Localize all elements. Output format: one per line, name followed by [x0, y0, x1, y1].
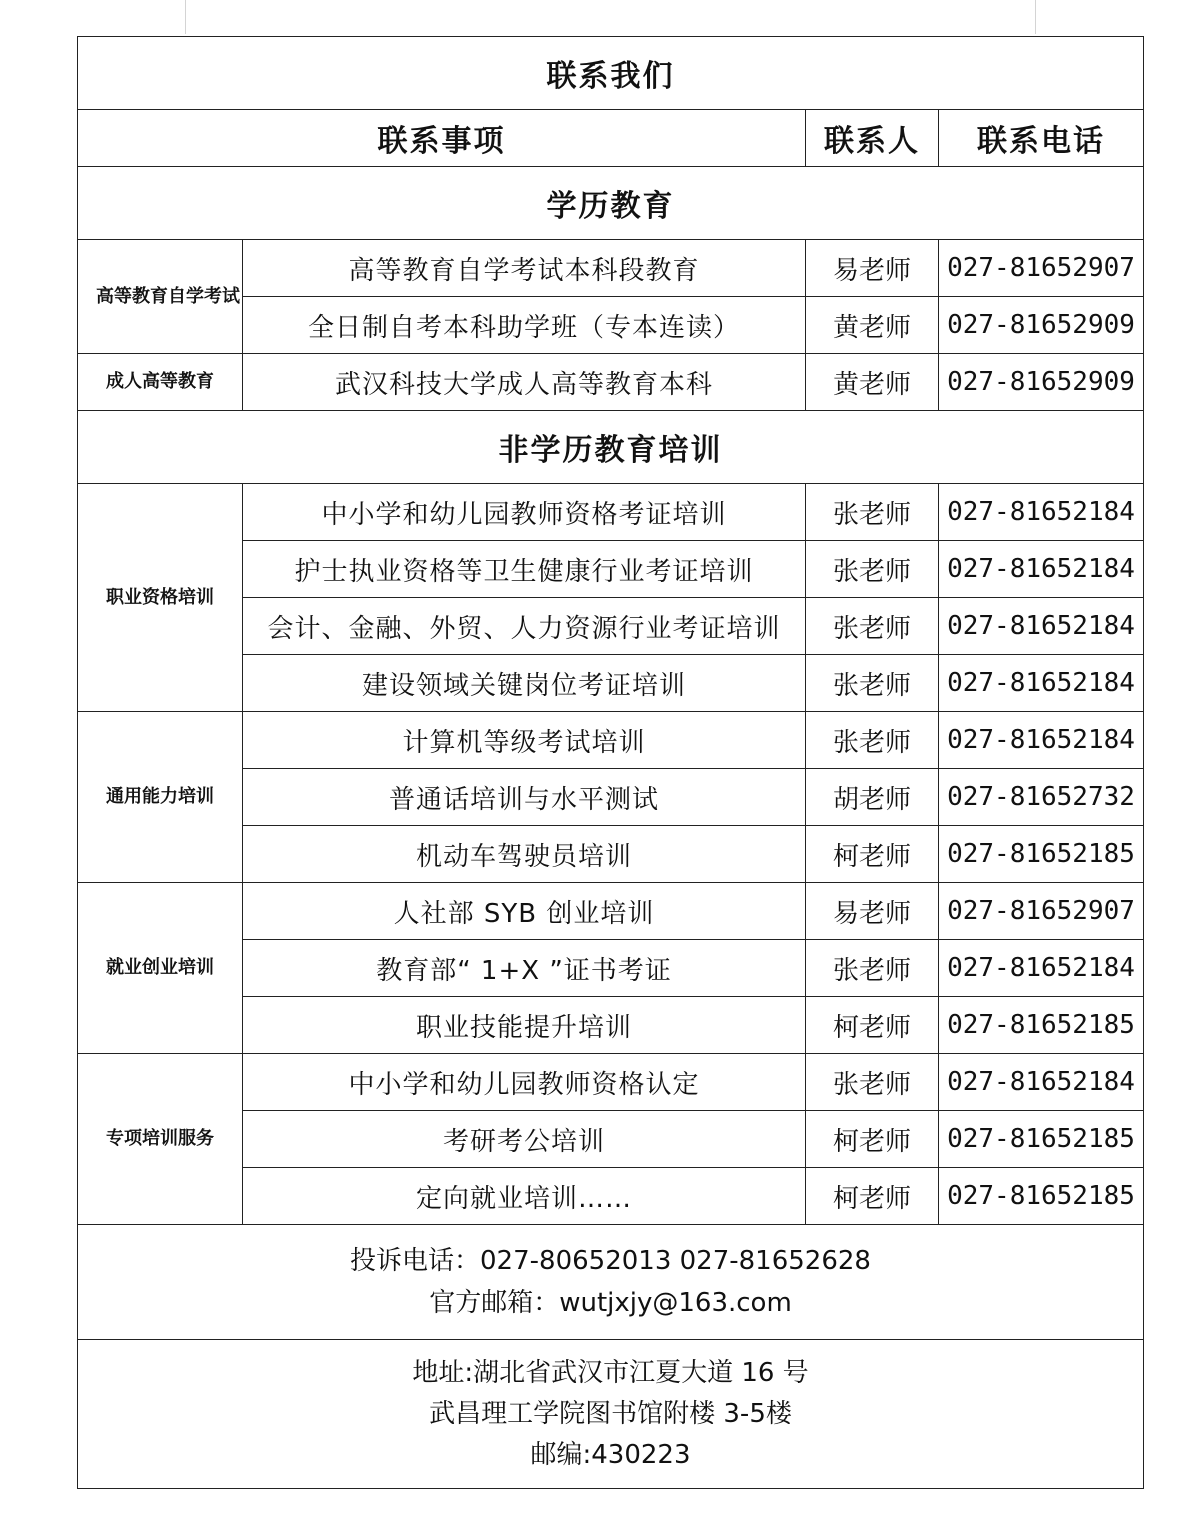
item-cell: 建设领域关键岗位考证培训 — [243, 655, 806, 712]
official-email: 官方邮箱：wutjxjy@163.com — [429, 1288, 792, 1318]
phone-cell: 027-81652907 — [939, 240, 1144, 297]
item-cell: 中小学和幼儿园教师资格考证培训 — [243, 484, 806, 541]
table-row — [78, 712, 1144, 769]
section-row — [78, 411, 1144, 484]
complaint-phone: 投诉电话：027-80652013 027-81652628 — [350, 1246, 871, 1276]
person-cell: 张老师 — [806, 484, 939, 541]
phone-cell: 027-81652185 — [939, 997, 1144, 1054]
phone-cell: 027-81652184 — [939, 712, 1144, 769]
person-cell: 柯老师 — [806, 1111, 939, 1168]
item-cell: 职业技能提升培训 — [243, 997, 806, 1054]
header-item: 联系事项 — [78, 110, 806, 167]
phone-cell: 027-81652184 — [939, 1054, 1144, 1111]
header-person: 联系人 — [806, 110, 939, 167]
title-row — [78, 37, 1144, 110]
person-cell: 张老师 — [806, 541, 939, 598]
category-cell: 职业资格培训 — [78, 484, 243, 712]
address-row — [78, 1340, 1144, 1489]
item-cell: 护士执业资格等卫生健康行业考证培训 — [243, 541, 806, 598]
phone-cell: 027-81652909 — [939, 354, 1144, 411]
postal-code: 邮编:430223 — [530, 1439, 691, 1470]
phone-cell: 027-81652907 — [939, 883, 1144, 940]
category-cell: 成人高等教育 — [78, 354, 243, 411]
table-row — [78, 354, 1144, 411]
item-cell: 会计、金融、外贸、人力资源行业考证培训 — [243, 598, 806, 655]
section-row — [78, 167, 1144, 240]
phone-cell: 027-81652185 — [939, 1111, 1144, 1168]
item-cell: 全日制自考本科助学班（专本连读） — [243, 297, 806, 354]
item-cell: 教育部“ 1+X ”证书考证 — [243, 940, 806, 997]
table-row — [78, 883, 1144, 940]
person-cell: 柯老师 — [806, 826, 939, 883]
address-cell — [78, 1340, 1144, 1489]
phone-cell: 027-81652185 — [939, 1168, 1144, 1225]
complaint-cell — [78, 1225, 1144, 1340]
category-cell: 高等教育自学考试 — [78, 240, 243, 354]
phone-cell: 027-81652184 — [939, 484, 1144, 541]
section-title: 学历教育 — [78, 167, 1144, 240]
phone-cell: 027-81652185 — [939, 826, 1144, 883]
person-cell: 张老师 — [806, 940, 939, 997]
phone-cell: 027-81652909 — [939, 297, 1144, 354]
item-cell: 机动车驾驶员培训 — [243, 826, 806, 883]
address-line-2: 武昌理工学院图书馆附楼 3-5楼 — [429, 1398, 792, 1429]
table-row — [78, 484, 1144, 541]
person-cell: 柯老师 — [806, 997, 939, 1054]
phone-cell: 027-81652184 — [939, 940, 1144, 997]
page-margin-guide-left — [185, 0, 186, 34]
section-title: 非学历教育培训 — [78, 411, 1144, 484]
phone-cell: 027-81652732 — [939, 769, 1144, 826]
person-cell: 黄老师 — [806, 354, 939, 411]
page-margin-guide-right — [1035, 0, 1036, 34]
person-cell: 易老师 — [806, 883, 939, 940]
item-cell: 普通话培训与水平测试 — [243, 769, 806, 826]
phone-cell: 027-81652184 — [939, 541, 1144, 598]
category-cell: 就业创业培训 — [78, 883, 243, 1054]
category-cell: 专项培训服务 — [78, 1054, 243, 1225]
person-cell: 柯老师 — [806, 1168, 939, 1225]
person-cell: 张老师 — [806, 1054, 939, 1111]
person-cell: 张老师 — [806, 712, 939, 769]
person-cell: 张老师 — [806, 598, 939, 655]
table-row — [78, 240, 1144, 297]
item-cell: 中小学和幼儿园教师资格认定 — [243, 1054, 806, 1111]
item-cell: 计算机等级考试培训 — [243, 712, 806, 769]
phone-cell: 027-81652184 — [939, 598, 1144, 655]
person-cell: 黄老师 — [806, 297, 939, 354]
header-phone: 联系电话 — [939, 110, 1144, 167]
person-cell: 胡老师 — [806, 769, 939, 826]
person-cell: 易老师 — [806, 240, 939, 297]
item-cell: 人社部 SYB 创业培训 — [243, 883, 806, 940]
item-cell: 武汉科技大学成人高等教育本科 — [243, 354, 806, 411]
table-row — [78, 1054, 1144, 1111]
person-cell: 张老师 — [806, 655, 939, 712]
item-cell: 定向就业培训…… — [243, 1168, 806, 1225]
header-row — [78, 110, 1144, 167]
category-cell: 通用能力培训 — [78, 712, 243, 883]
item-cell: 高等教育自学考试本科段教育 — [243, 240, 806, 297]
phone-cell: 027-81652184 — [939, 655, 1144, 712]
address-line-1: 地址:湖北省武汉市江夏大道 16 号 — [412, 1357, 809, 1388]
contact-table — [77, 36, 1144, 1489]
document-title: 联系我们 — [78, 37, 1144, 110]
complaint-row — [78, 1225, 1144, 1340]
item-cell: 考研考公培训 — [243, 1111, 806, 1168]
